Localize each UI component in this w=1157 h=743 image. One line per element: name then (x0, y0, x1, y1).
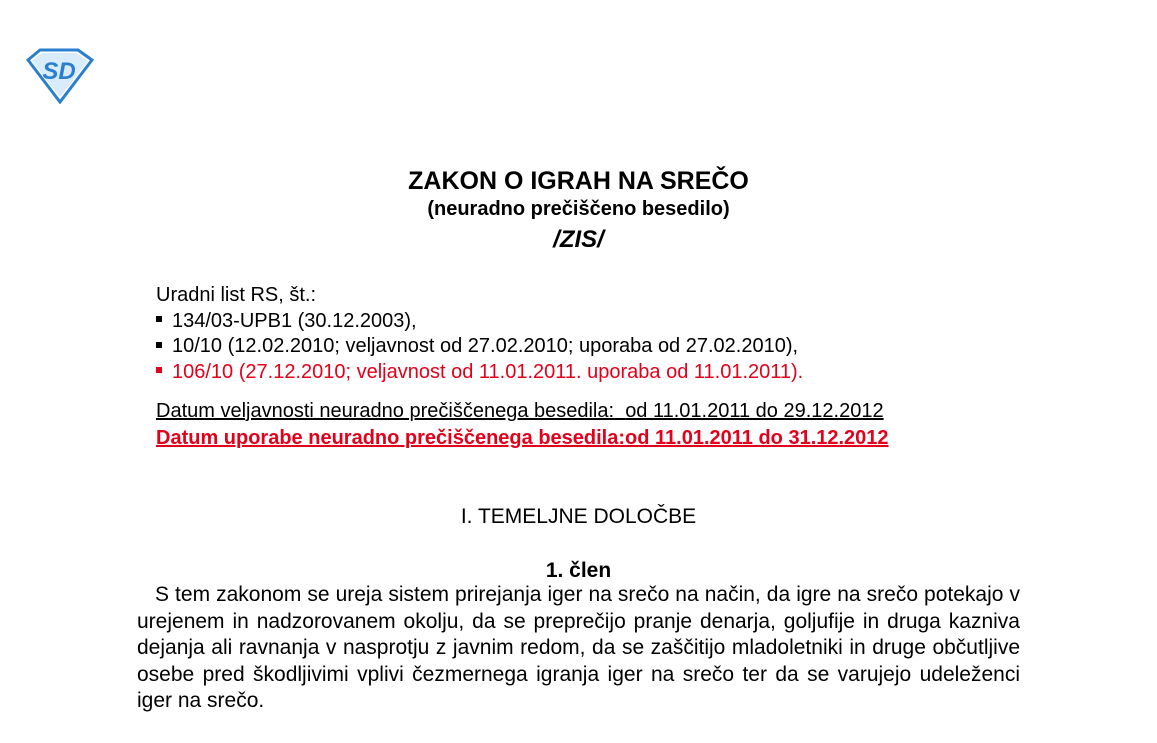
application-label: Datum uporabe neuradno prečiščenega besedila: (156, 427, 626, 449)
article-text: S tem zakonom se ureja sistem prirejanja iger na srečo na način, da igre na srečo potekajo v urejenem in nadzorovanem okolju, da se preprečijo pranje denarja, goljufije in druga kazniva dejanja ali ravnanja v nasprotju z javnim redom, da se zaščitijo mladoletniki in druge občutljive osebe pred škodljivimi vplivi čezmernega igranja iger na srečo ter da se varujejo udeleženci iger na srečo. (137, 583, 1020, 712)
chapter-title: I. TEMELJNE DOLOČBE (460, 505, 697, 528)
document-title: ZAKON O IGRAH NA SREČO (408, 167, 749, 195)
validity-date-line (156, 398, 889, 425)
gazette-entry: 10/10 (12.02.2010; veljavnost od 27.02.2010; uporaba od 27.02.2010), (156, 334, 803, 360)
gazette-references (156, 283, 803, 385)
gazette-heading: Uradni list RS, št.: (156, 284, 317, 306)
validity-value: od 11.01.2011 do 29.12.2012 (625, 400, 884, 422)
bullet-icon (156, 342, 162, 348)
document-subtitle: (neuradno prečiščeno besedilo) (427, 198, 730, 220)
validity-dates (156, 398, 889, 452)
bullet-icon (156, 316, 162, 322)
publisher-logo (22, 46, 96, 104)
gazette-entry: 134/03-UPB1 (30.12.2003), (156, 309, 803, 335)
document-abbreviation: /ZIS/ (553, 226, 604, 253)
logo-letters: SD (42, 58, 76, 85)
article-heading: 1. člen (545, 559, 612, 582)
bullet-icon (156, 367, 162, 373)
application-date-line (156, 425, 889, 452)
validity-label: Datum veljavnosti neuradno prečiščenega besedila: (156, 400, 615, 422)
gazette-entry-latest: 106/10 (27.12.2010; veljavnost od 11.01.2011. uporaba od 11.01.2011). (156, 360, 803, 386)
application-value: od 11.01.2011 do 31.12.2012 (625, 427, 889, 449)
